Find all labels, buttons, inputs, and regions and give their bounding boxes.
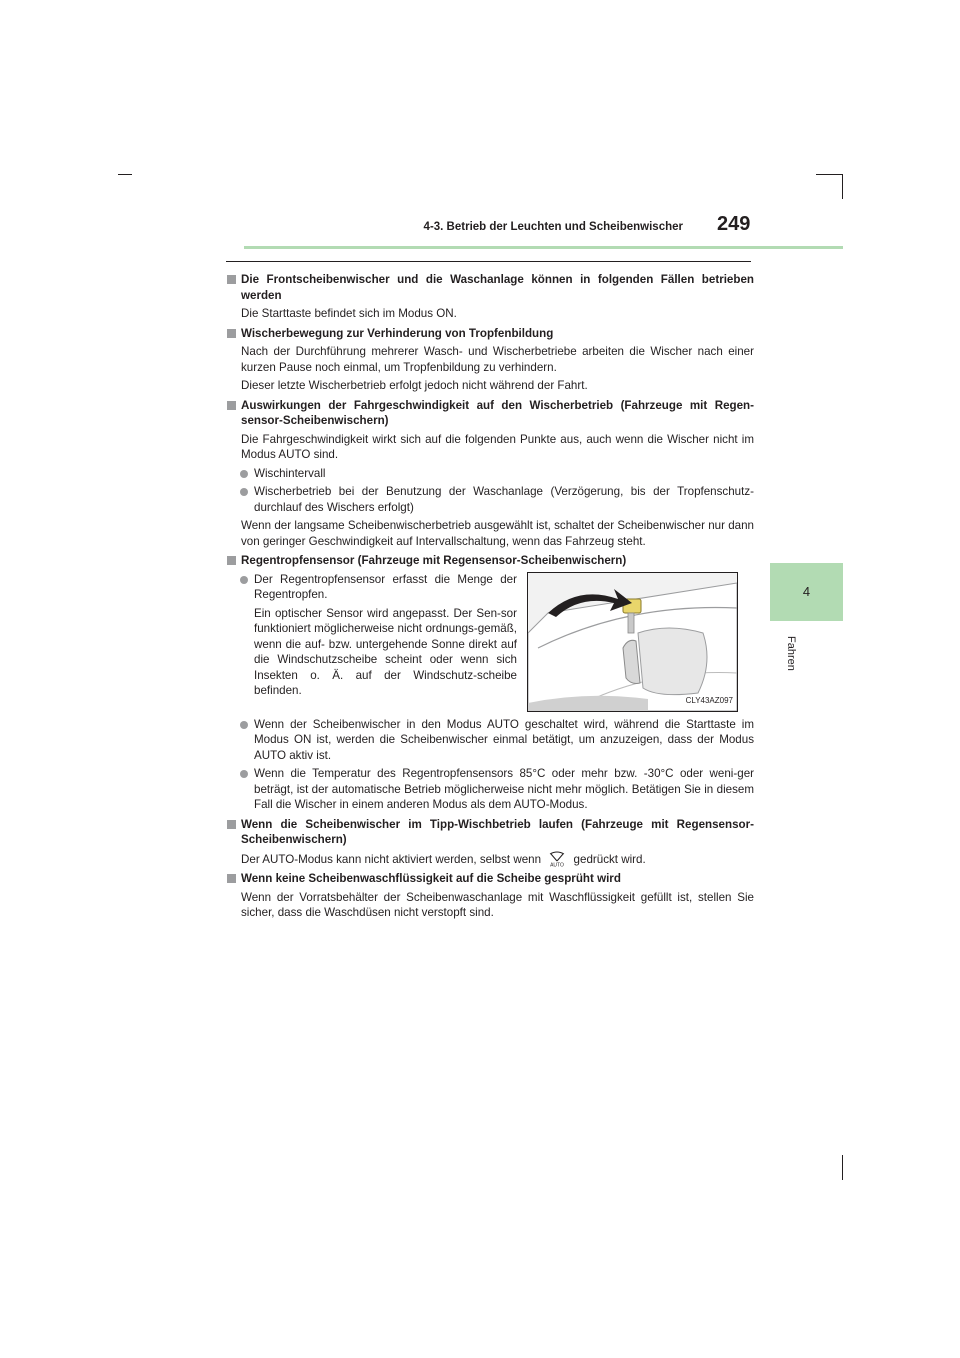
square-bullet-icon xyxy=(227,401,236,410)
square-bullet-icon xyxy=(227,329,236,338)
chapter-number: 4 xyxy=(802,584,811,599)
section-heading: Wischerbewegung zur Verhinderung von Tropfenbildung xyxy=(226,326,754,342)
paragraph: Ein optischer Sensor wird angepasst. Der Sen-sor funktioniert möglicherweise nicht ordnungs-gemäß, wenn die auf- bzw. untergehende Sonne direkt auf die Windschutzscheibe scheint oder wenn sich Insekten o. Ä. auf der Windschutz-scheibe befinden. xyxy=(254,606,517,697)
page-number: 249 xyxy=(717,213,751,235)
section-heading: Auswirkungen der Fahrgeschwindigkeit auf den Wischerbetrieb (Fahrzeuge mit Regen-sensor-Scheibenwischern) xyxy=(226,398,754,429)
paragraph: Dieser letzte Wischerbetrieb erfolgt jedoch nicht während der Fahrt. xyxy=(241,379,588,392)
content-rule xyxy=(226,261,751,262)
round-bullet-icon xyxy=(240,576,248,584)
paragraph: Die Starttaste befindet sich im Modus ON. xyxy=(241,307,457,320)
chapter-label: Fahren xyxy=(785,636,797,671)
round-bullet-icon xyxy=(240,721,248,729)
auto-icon-label: AUTO xyxy=(550,862,565,867)
square-bullet-icon xyxy=(227,874,236,883)
header-title: 4-3. Betrieb der Leuchten und Scheibenwischer xyxy=(423,221,683,233)
header-rule xyxy=(244,246,843,249)
round-bullet-icon xyxy=(240,470,248,478)
square-bullet-icon xyxy=(227,820,236,829)
section-heading: Wenn die Scheibenwischer im Tipp-Wischbetrieb laufen (Fahrzeuge mit Regensensor-Scheibenwischern) xyxy=(226,817,754,848)
list-item: Der Regentropfensensor erfasst die Menge der Regentropfen. xyxy=(226,572,517,603)
crop-mark xyxy=(842,174,843,199)
page-content xyxy=(226,268,754,921)
list-item: Wenn der Scheibenwischer in den Modus AUTO geschaltet wird, während die Starttaste im Modus ON ist, werden die Scheibenwischer einmal betätigt, um anzuzeigen, dass der Modus AUTO aktiv ist. xyxy=(226,717,754,764)
crop-mark xyxy=(816,174,843,175)
paragraph: Nach der Durchführung mehrerer Wasch- und Wischerbetriebe arbeiten die Wischer nach einer kurzen Pause noch einmal, um Tropfenbildung zu verhindern. xyxy=(241,345,754,374)
paragraph: Der AUTO-Modus kann nicht aktiviert werden, selbst wenn AUTO gedrückt wird. xyxy=(241,852,646,867)
auto-wiper-icon xyxy=(546,851,568,867)
paragraph: Wenn der langsame Scheibenwischerbetrieb ausgewählt ist, schaltet der Scheibenwischer nur dann von geringer Geschwindigkeit auf Intervallschaltung, wenn das Fahrzeug steht. xyxy=(241,519,754,548)
rain-sensor-text xyxy=(226,572,517,699)
square-bullet-icon xyxy=(227,275,236,284)
section-heading: Wenn keine Scheibenwaschflüssigkeit auf die Scheibe gesprüht wird xyxy=(226,871,754,887)
chapter-tab xyxy=(770,563,843,621)
rain-sensor-block xyxy=(226,572,754,714)
square-bullet-icon xyxy=(227,556,236,565)
figure-code: CLY43AZ097 xyxy=(685,696,733,705)
crop-mark xyxy=(842,1155,843,1180)
section-heading: Die Frontscheibenwischer und die Waschanlage können in folgenden Fällen betrieben werden xyxy=(226,272,754,303)
paragraph: Die Fahrgeschwindigkeit wirkt sich auf die folgenden Punkte aus, auch wenn die Wischer nicht im Modus AUTO sind. xyxy=(241,432,754,461)
list-item: Wischerbetrieb bei der Benutzung der Waschanlage (Verzögerung, bis der Tropfenschutz-durchlauf des Wischers erfolgt) xyxy=(226,484,754,515)
paragraph: Wenn der Vorratsbehälter der Scheibenwaschanlage mit Waschflüssigkeit gefüllt ist, stellen Sie sicher, dass die Waschdüsen nicht verstopft sind. xyxy=(241,890,754,919)
windshield-sensor-icon xyxy=(528,573,737,711)
crop-mark xyxy=(118,174,132,175)
round-bullet-icon xyxy=(240,488,248,496)
round-bullet-icon xyxy=(240,770,248,778)
list-item: Wenn die Temperatur des Regentropfensensors 85°C oder mehr bzw. -30°C oder weni-ger beträgt, ist der automatische Betrieb möglicherweise nicht mehr möglich. Betätigen Sie in diesem Fall die Wischer in einem anderen Modus als dem AUTO-Modus. xyxy=(226,766,754,813)
list-item: Wischintervall xyxy=(226,466,754,482)
rain-sensor-illustration xyxy=(527,572,738,712)
section-heading: Regentropfensensor (Fahrzeuge mit Regensensor-Scheibenwischern) xyxy=(226,553,754,569)
